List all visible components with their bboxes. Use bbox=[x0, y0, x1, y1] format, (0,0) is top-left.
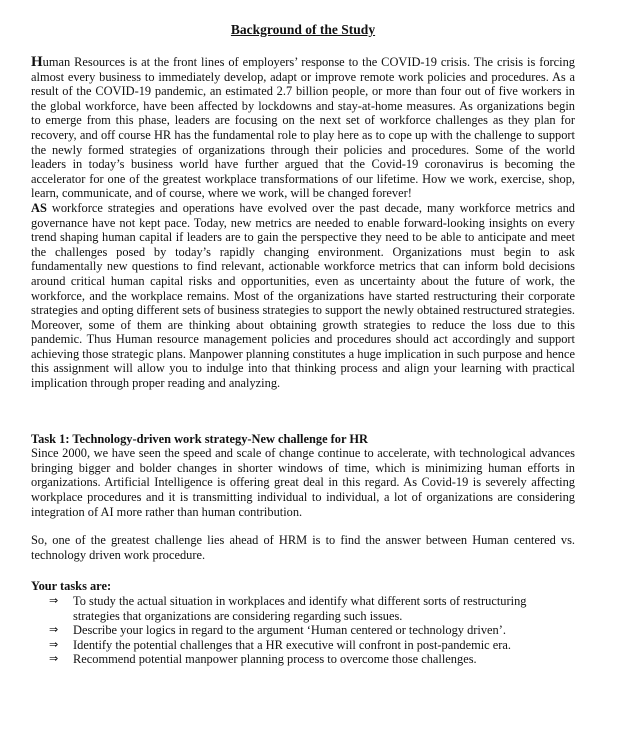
task-item-text: Recommend potential manpower planning process to overcome those challenges. bbox=[73, 652, 477, 667]
background-paragraph-2 bbox=[31, 201, 575, 391]
document-page bbox=[31, 22, 575, 667]
tasks-heading: Your tasks are: bbox=[31, 579, 112, 594]
task-item bbox=[49, 638, 575, 653]
task-item bbox=[49, 594, 575, 623]
arrow-right-icon: ⇒ bbox=[49, 623, 59, 637]
background-paragraph-1-text: uman Resources is at the front lines of employers’ response to the COVID-19 crisis. The crisis is forcing almost every business to immediately develop, adapt or improve remote work policies and procedures. As a result of the COVID-19 pandemic, an estimated 2.7 billion people, or more than four out of five workers in the global workforce, have been affected by lockdowns and stay-at-home measures. As organizations begin to emerge from this phase, leaders are focusing on the next set of workforce challenges as they plan for recovery, and off course HR has the fundamental role to play here as to cope up with the challenge to support the newly formed strategies of organizations through their policies and procedures. Some of the world leaders in today’s business world have further argued that the Covid-19 coronavirus is becoming the accelerator for one of the greatest workplace transformations of our lifetime. How we work, exercise, shop, learn, communicate, and of course, where we work, will be changed forever! bbox=[31, 55, 575, 201]
task-item bbox=[49, 652, 575, 667]
arrow-right-icon: ⇒ bbox=[49, 637, 59, 651]
paragraph-2-lead: AS bbox=[31, 200, 47, 215]
background-paragraph-1 bbox=[31, 55, 575, 201]
task-item-text: To study the actual situation in workplaces and identify what different sorts of restructuring strategies that organizations are considering regarding such issues. bbox=[73, 594, 527, 623]
task1-paragraph-2: So, one of the greatest challenge lies ahead of HRM is to find the answer between Human centered vs. technology driven work procedure. bbox=[31, 533, 575, 562]
task1-heading: Task 1: Technology-driven work strategy-New challenge for HR bbox=[31, 431, 368, 446]
arrow-right-icon: ⇒ bbox=[49, 594, 59, 607]
task1-paragraph: Since 2000, we have seen the speed and scale of change continue to accelerate, with technological advances bringing bigger and bolder changes in shorter windows of time, which is minimizing human efforts in organizations. Artificial Intelligence is offering great deal in this regard. As Covid-19 is severely affecting workplace procedures and it is transmitting individual to individual, a lot of organizations are considering integration of AI more rather than human contribution. bbox=[31, 446, 575, 519]
background-paragraph-2-text: workforce strategies and operations have evolved over the past decade, many workforce metrics and governance have not kept pace. Today, new metrics are needed to enable forward-looking insights on every trend shaping human capital if leaders are to gain the perspective they need to be able to anticipate and meet the challenges posed by today’s rapidly changing environment. Organizations must begin to ask fundamentally new questions to find relevant, actionable workforce metrics that can inform bold decisions around critical human capital risks and opportunities, even as uncertainty about the future of work, the workforce, and the workplace remains. Most of the organizations have started restructuring their corporate strategies and opting different sets of business strategies to support the newly obtained restructured strategies. Moreover, some of them are thinking about obtaining growth strategies to reduce the loss due to this pandemic. Thus Human resource management policies and procedures should act accordingly and support achieving those strategic plans. Manpower planning constitutes a huge implication in such purpose and hence this assignment will allow you to indulge into that thinking process and align your learning with practical implication through proper reading and analyzing. bbox=[31, 200, 575, 391]
task-item-text: Identify the potential challenges that a HR executive will confront in post-pandemic era. bbox=[73, 637, 511, 652]
drop-cap-letter: H bbox=[31, 54, 43, 70]
tasks-list bbox=[31, 594, 575, 667]
task-item bbox=[49, 623, 575, 638]
document-title: Background of the Study bbox=[230, 22, 376, 37]
arrow-right-icon: ⇒ bbox=[49, 652, 59, 666]
task-item-text: Describe your logics in regard to the argument ‘Human centered or technology driven’. bbox=[73, 623, 506, 638]
paragraph-gap bbox=[31, 519, 575, 533]
